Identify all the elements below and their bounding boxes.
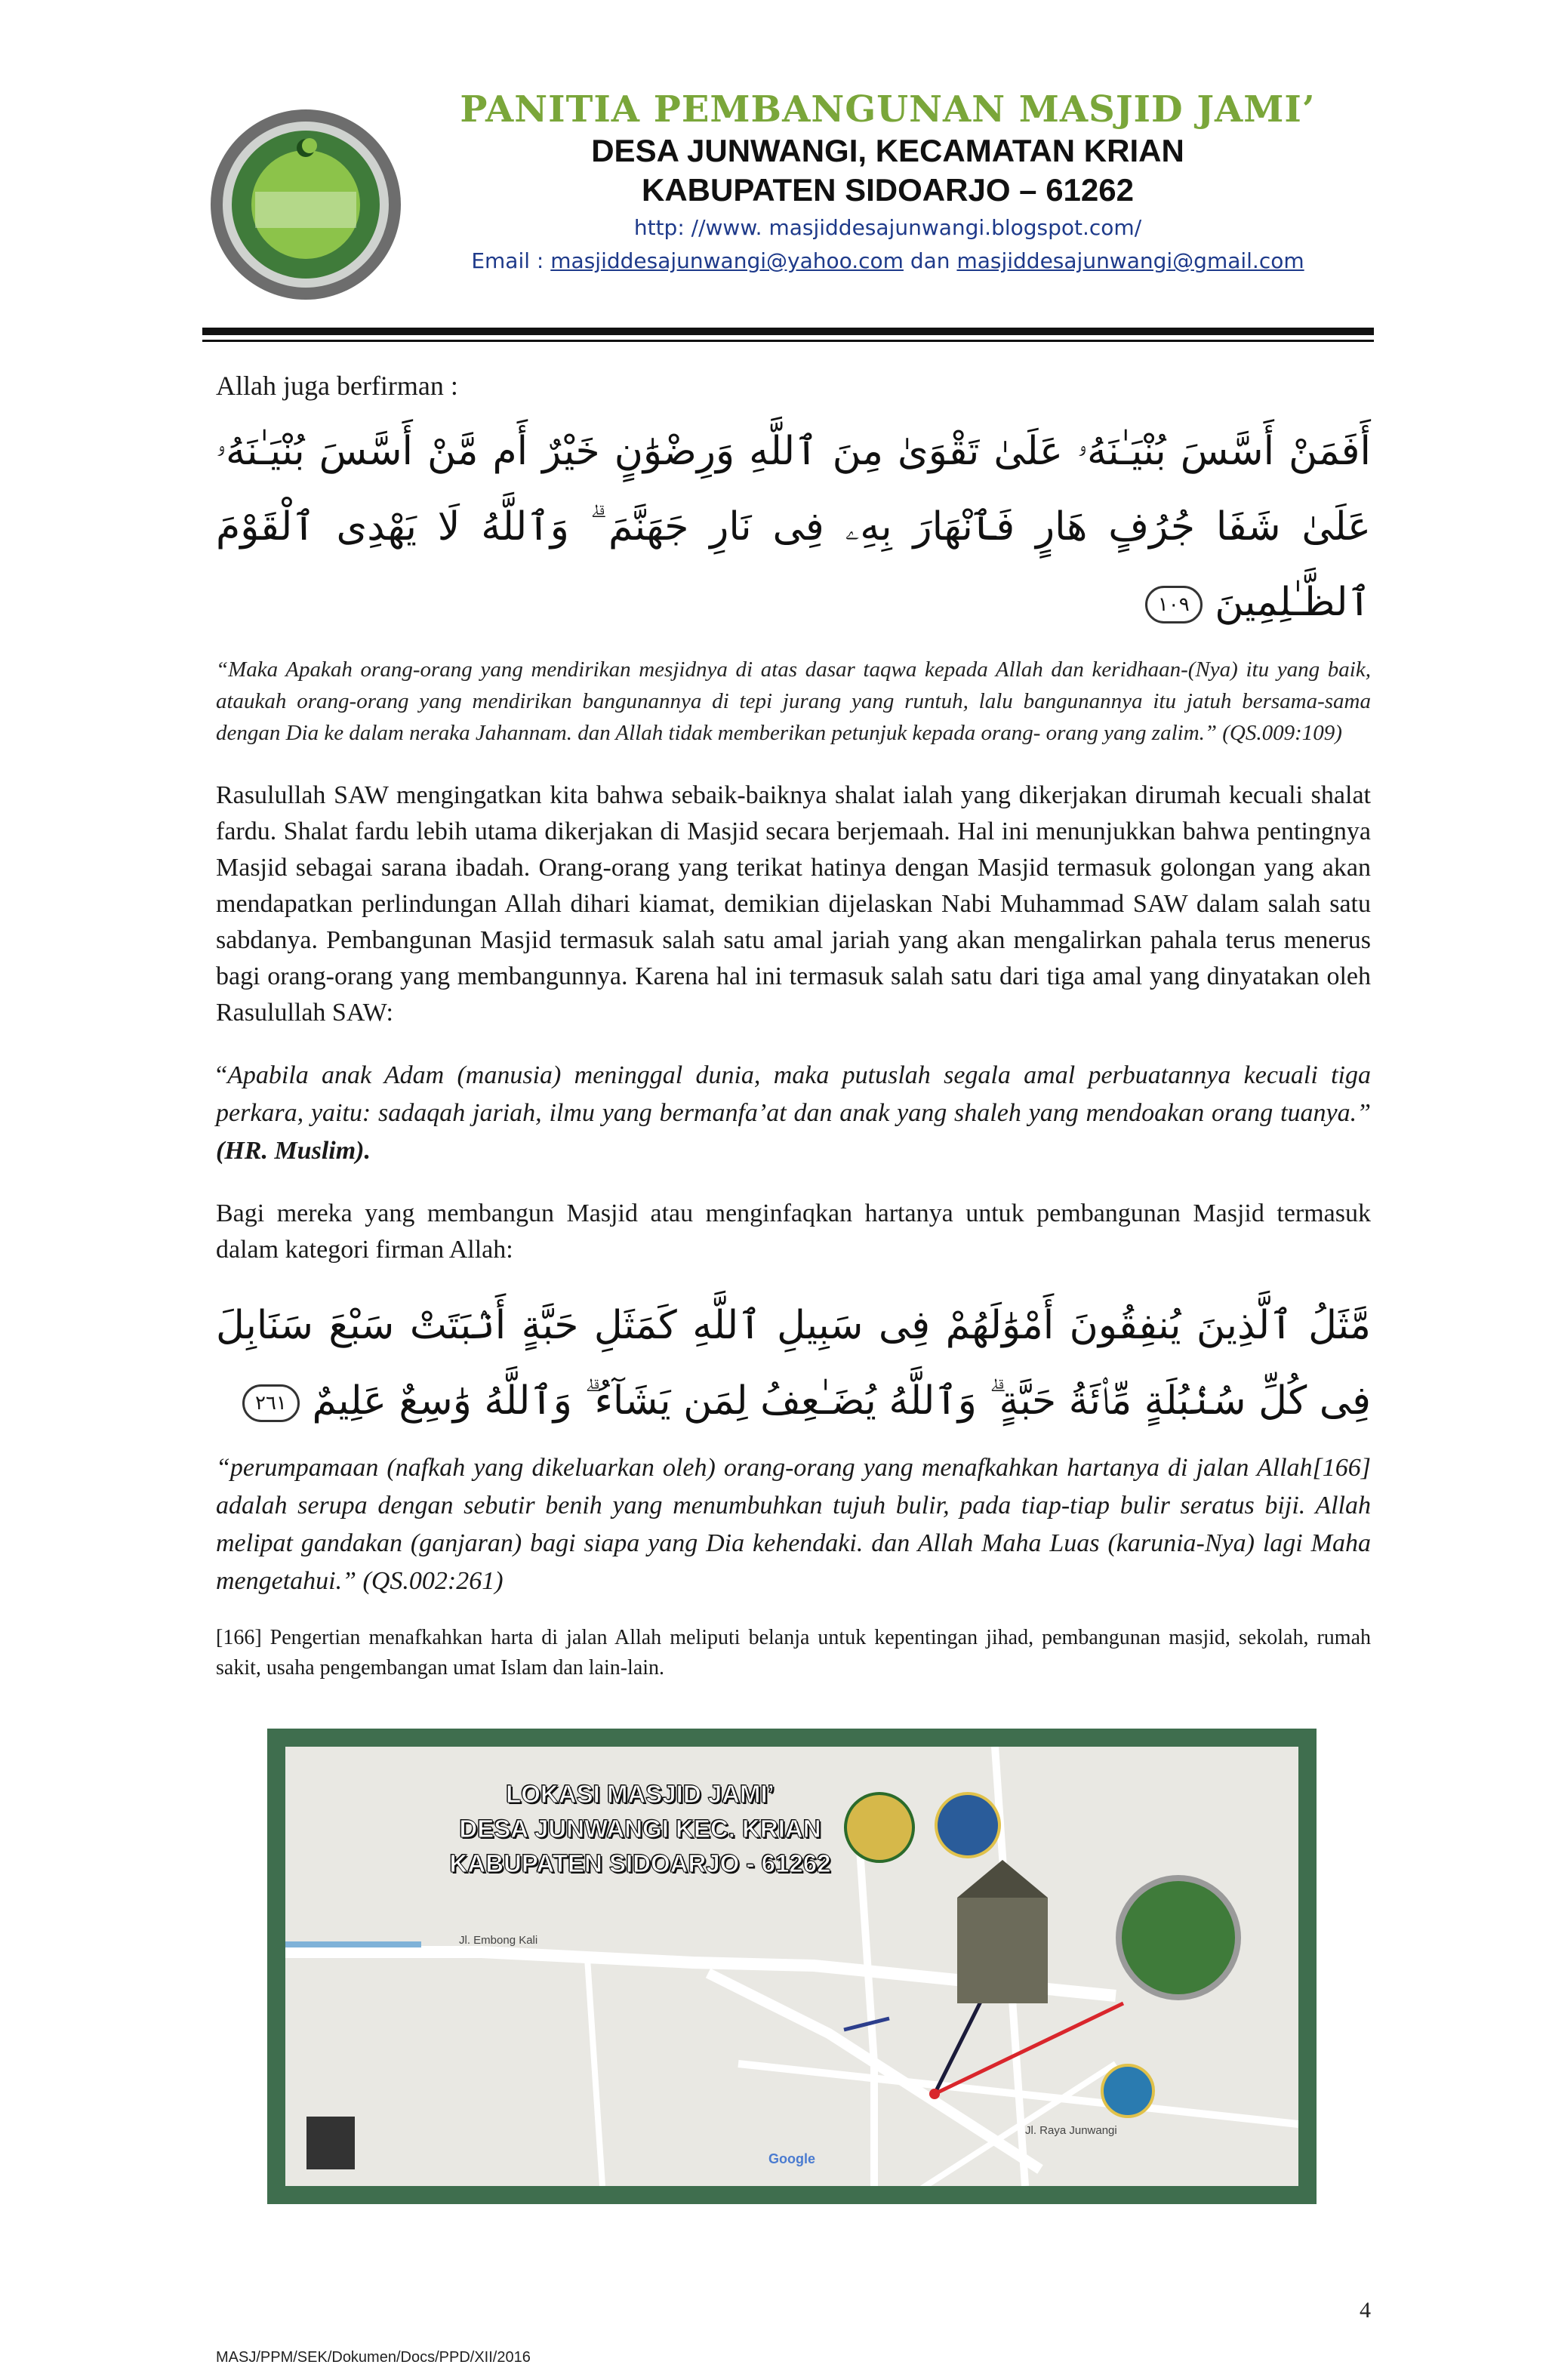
hadith-source: (HR. Muslim). [216, 1137, 371, 1165]
address-line-1: DESA JUNWANGI, KECAMATAN KRIAN [591, 133, 1184, 168]
website-url[interactable]: http: //www. masjiddesajunwangi.blogspot.com/ [633, 215, 1142, 240]
email-link-yahoo[interactable]: masjiddesajunwangi@yahoo.com [550, 248, 904, 273]
document-code: MASJ/PPM/SEK/Dokumen/Docs/PPD/XII/2016 [216, 2349, 531, 2366]
map-title [444, 1777, 836, 1881]
org-name: PANITIA PEMBANGUNAN MASJID JAMI’ [460, 88, 1316, 131]
committee-logo-icon [208, 107, 403, 302]
road-label-raya-junwangi: Jl. Raya Junwangi [1025, 2124, 1117, 2137]
header-divider-thin [202, 340, 1374, 342]
hadith-text: Apabila anak Adam (manusia) meninggal dunia, maka putuslah segala amal perbuatannya kecuali tiga perkara, yaitu: sadaqah jariah, ilmu yang bermanfa’at dan anak yang shaleh yang mendoakan orang tuanya.” [216, 1061, 1371, 1127]
school-emblem-icon [844, 1792, 915, 1863]
email-joiner: dan [903, 248, 957, 273]
road-label-embong-kali: Jl. Embong Kali [459, 1934, 538, 1947]
hadith-open-quote: “ [216, 1061, 228, 1089]
arabic-verse-text: أَفَمَنْ أَسَّسَ بُنْيَـٰنَهُۥ عَلَىٰ تَقْوَىٰ مِنَ ٱللَّهِ وَرِضْوَٰنٍ خَيْرٌ أَم مَّنْ أَسَّسَ بُنْيَـٰنَهُۥ عَلَىٰ شَفَا جُرُفٍ هَارٍ فَٱنْهَارَ بِهِۦ فِى نَارِ جَهَنَّمَ ۗ وَٱللَّهُ لَا يَهْدِى ٱلْقَوْمَ ٱلظَّـٰلِمِينَ [216, 429, 1371, 625]
quran-verse-9-109 [216, 414, 1371, 640]
verse-number-marker-2: ٢٦١ [242, 1384, 300, 1422]
paragraph-infaq: Bagi mereka yang membangun Masjid atau menginfaqkan hartanya untuk pembangunan Masjid termasuk dalam kategori firman Allah: [216, 1199, 1371, 1264]
letterhead [208, 83, 1356, 317]
village-emblem-icon [1101, 2064, 1155, 2118]
university-emblem-icon [935, 1792, 1001, 1858]
map-brand-label: Google [768, 2151, 815, 2166]
email-prefix: Email : [471, 248, 551, 273]
paragraph-mosque-importance: Rasulullah SAW mengingatkan kita bahwa sebaik-baiknya shalat ialah yang dikerjakan dirumah kecuali shalat fardu. Shalat fardu lebih utama dikerjakan di Masjid secara berjemaah. Hal ini menunjukkan bahwa pentingnya Masjid sebagai sarana ibadah. Orang-orang yang terikat hatinya dengan Masjid termasuk golongan yang akan mendapatkan perlindungan Allah dihari kiamat, demikian dijelaskan Nabi Muhammad SAW dalam salah satu sabdanya. Pembangunan Masjid termasuk salah satu amal jariah yang akan mengalirkan pahala terus menerus bagi orang-orang yang membangunnya. Karena hal ini termasuk salah satu dari tiga amal yang dinyatakan oleh Rasulullah SAW: [216, 781, 1371, 1027]
arabic-verse-text-2: مَّثَلُ ٱلَّذِينَ يُنفِقُونَ أَمْوَٰلَهُمْ فِى سَبِيلِ ٱللَّهِ كَمَثَلِ حَبَّةٍ أَنۢبَتَتْ سَبْعَ سَنَابِلَ فِى كُلِّ سُنۢبُلَةٍ مِّا۟ئَةُ حَبَّةٍ ۗ وَٱللَّهُ يُضَـٰعِفُ لِمَن يَشَآءُ ۗ وَٱللَّهُ وَٰسِعٌ عَلِيمٌ [216, 1303, 1371, 1424]
intro-text: Allah juga berfirman : [216, 371, 458, 401]
footnote-166: [166] Pengertian menafkahkan harta di jalan Allah meliputi belanja untuk kepentingan jihad, pembangunan masjid, sekolah, rumah sakit, usaha pengembangan umat Islam dan lain-lain. [216, 1626, 1371, 1680]
email-link-gmail[interactable]: masjiddesajunwangi@gmail.com [956, 248, 1304, 273]
location-map-image [267, 1729, 1317, 2204]
verse-translation-2-261: “perumpamaan (nafkah yang dikeluarkan oleh) orang-orang yang menafkahkan hartanya di jalan Allah[166] adalah serupa dengan sebutir benih yang menumbuhkan tujuh bulir, pada tiap-tiap bulir seratus biji. Allah melipat gandakan (ganjaran) bagi siapa yang Dia kehendaki. dan Allah Maha Luas (karunia-Nya) lagi Maha mengetahui.” (QS.002:261) [216, 1454, 1371, 1595]
address-line-2: KABUPATEN SIDOARJO – 61262 [642, 172, 1134, 208]
hadith-quote [216, 1057, 1371, 1170]
page-number: 4 [1360, 2298, 1371, 2323]
committee-emblem-icon [1116, 1875, 1241, 2000]
map-canvas [285, 1747, 1298, 2186]
header-divider-thick [202, 328, 1374, 335]
quran-verse-2-261 [216, 1288, 1371, 1439]
email-line [420, 245, 1356, 278]
map-title-line-3: KABUPATEN SIDOARJO - 61262 [449, 1849, 831, 1877]
verse-number-marker: ١٠٩ [1145, 586, 1203, 623]
document-body [216, 368, 1371, 1683]
verse-translation-9-109: “Maka Apakah orang-orang yang mendirikan mesjidnya di atas dasar taqwa kepada Allah dan keridhaan-(Nya) itu yang baik, ataukah orang-orang yang mendirikan bangunannya di tepi jurang yang runtuh, lalu bangunannya itu jatuh bersama-sama dengan Dia ke dalam neraka Jahannam. dan Allah tidak memberikan petunjuk kepada orang- orang yang zalim.” (QS.009:109) [216, 657, 1371, 745]
map-title-line-1: LOKASI MASJID JAMI’ [506, 1780, 775, 1808]
map-title-line-2: DESA JUNWANGI KEC. KRIAN [459, 1815, 821, 1843]
letterhead-text [420, 83, 1356, 278]
